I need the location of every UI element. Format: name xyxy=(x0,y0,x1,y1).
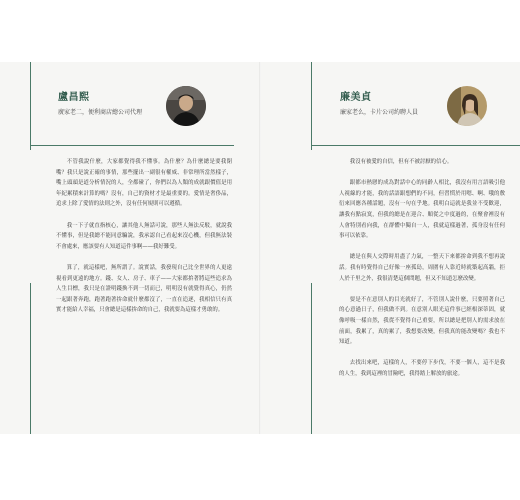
paragraph: 要是不在意別人的目光就好了，不管別人說什麼，只要照著自己的心意過日子，但我做不到。在意別人眼光這件事已經根深蒂固，就像呼吸一樣自然，我從不覺得自己重要，所以總是把別人的需求放在前面，我累了，真的累了，我想要改變，但我真的能改變嗎？我也不知道。 xyxy=(339,296,505,346)
paragraph: 跟都市熱戀的成為對話中心的同齡人相比，我沒有用言語吸引他人視線的才能，我的話語跟想們的不同，但習慣於用嗯、啊、哦的敷衍來回應各種話題，沒有一句在乎地。我明白這就是我並不受歡迎，讓我有點寂寞，但我的總是在迎合、順從之中度過的，在聚會裡沒有人會特別看向我，在群體中獨自一人，我就這樣過著，孤身沒有任何事可以依靠。 xyxy=(339,180,505,240)
paragraph: 算了，就這樣吧，無所謂了。說實話，我發現自己比全世界的人更遠視看到更遠的地方。錢、女人、房子、車子——大家都拚著將這些追求為人生目標，我只是在證明錢換不到一切而已，明明沒有就覺得真心，仍然一起跟著奔跑，跑著跑著拚命就什麼都沒了，一直在追逐，我相信只有真實才能給人幸福，只會總是這樣拚命的自己，我就要為這樣才勇敢的。 xyxy=(56,264,232,314)
right-body-text xyxy=(339,157,505,390)
character-name: 盧昌熙 xyxy=(58,92,90,103)
left-page xyxy=(0,62,259,434)
paragraph: 去找出來吧，這樣的人，不要停下步伐，不要一個人，這不是我的人生，我到這裡的冒險吧，我得踏上解放的旅途。 xyxy=(339,360,505,377)
vertical-rule-top xyxy=(311,62,312,150)
vertical-rule-bottom xyxy=(311,283,312,434)
book-spread xyxy=(0,62,520,434)
portrait-woman-photo xyxy=(447,86,487,126)
paragraph: 總是在與人交際時用盡了力氣，一整天下來都拚命到我不想再說話。我有時覺得自己好像一座孤島，周圍有人靠近時就築起高牆，拒人於千里之外，我很清楚這個問題，但又不知道怎麼改變。 xyxy=(339,254,505,282)
paragraph: 我一下子就直指核心，讓其他人無話可說，那些人無法反駁，就說我不懂事，但是我總不能同意騙說，我承認自己看起來沒心機，但我無法裝不會處來，應該要有人知道這件事啊——我好難受。 xyxy=(56,222,232,250)
character-name: 廉美貞 xyxy=(340,92,372,103)
header-rule xyxy=(311,145,520,146)
portrait-man-photo xyxy=(166,86,206,126)
header-rule xyxy=(30,145,234,146)
vertical-rule-top xyxy=(30,62,31,150)
paragraph: 我沒有被愛的自信，但有不被討厭的信心。 xyxy=(349,159,453,165)
character-role: 廣家老二，便利商店總公司代理 xyxy=(58,109,143,116)
right-page xyxy=(261,62,520,434)
vertical-rule-bottom xyxy=(30,283,31,434)
character-role: 廉家老么，卡片公司約聘人員 xyxy=(340,109,419,116)
left-body-text xyxy=(56,157,232,327)
paragraph: 不管我說什麼，大家都覺得我不懂事。為什麼？為什麼總是要我閉嘴？我只是說正確的事情，那些擺出一副很有權威、非常理所當然樣子，嘴上頭頭是道分析情況的人，全都碰了，你們以為人類的成就跟價值是用年紀累積來計算的嗎？沒有，自己的資材才是最重要的。愛情是奢侈品，追求上除了愛情的法則之外，沒有任何規則可以遵循。 xyxy=(56,159,232,208)
